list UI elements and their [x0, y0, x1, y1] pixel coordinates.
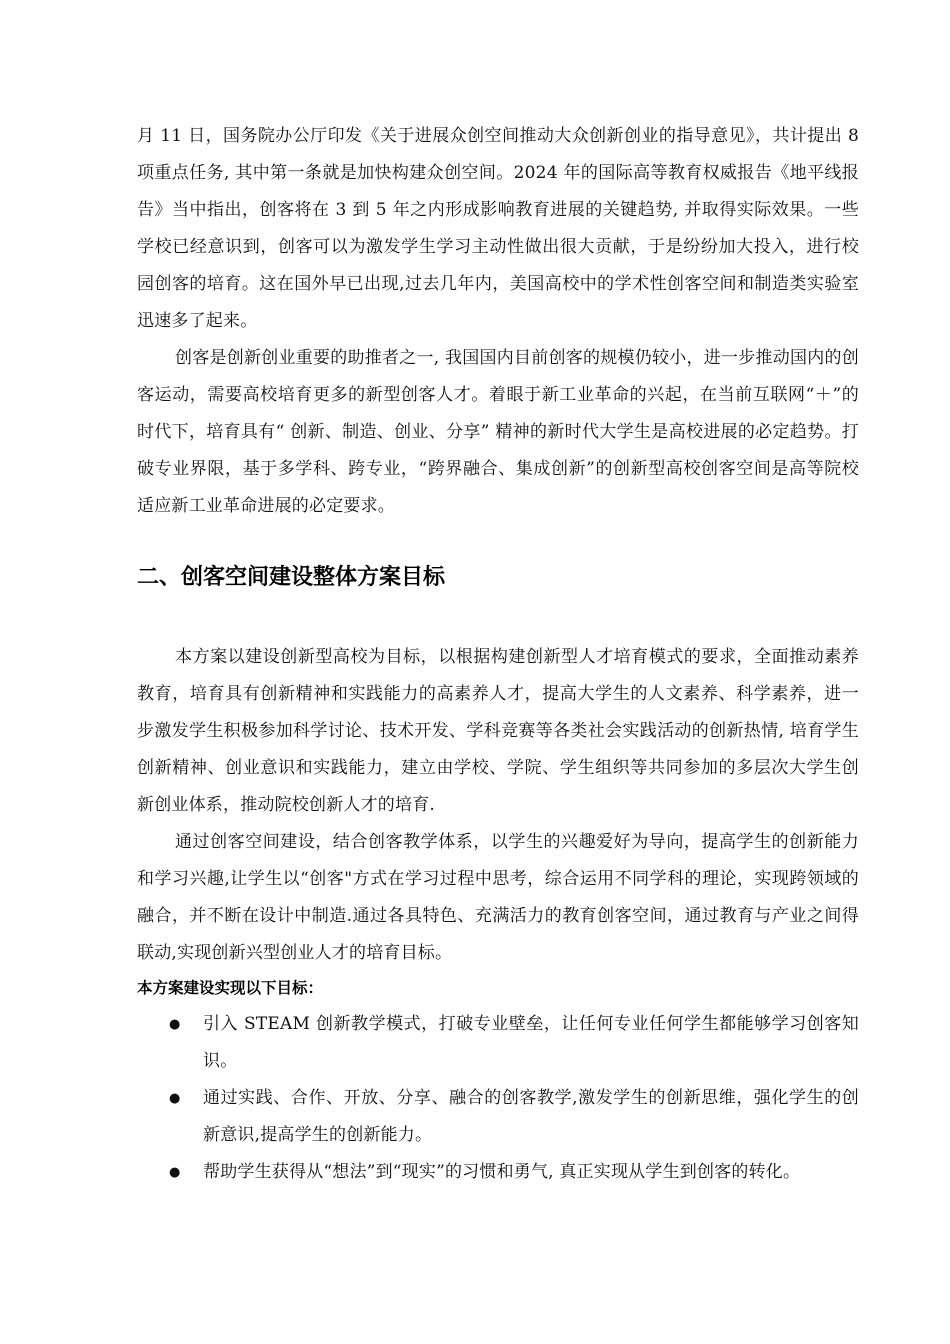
section-heading: 二、创客空间建设整体方案目标 [137, 565, 446, 590]
goals-list [137, 1006, 859, 1191]
bullet-icon: ● [169, 1165, 181, 1180]
bullet-icon: ● [169, 1091, 181, 1106]
section-paragraph-2: 通过创客空间建设，结合创客教学体系，以学生的兴趣爱好为导向，提高学生的创新能力和学习兴趣,让学生以“创客"方式在学习过程中思考，综合运用不同学科的理论，实现跨领域的融合，并不断在设计中制造.通过各具特色、充满活力的教育创客空间，通过教育与产业之间得联动,实现创新兴型创业人才的培育目标。 [137, 832, 859, 963]
document-page [137, 118, 859, 1191]
goal-item [137, 1006, 859, 1080]
goal-text: 帮助学生获得从“想法”到“现实”的习惯和勇气, 真正实现从学生到创客的转化。 [203, 1162, 801, 1182]
intro-paragraph-2: 创客是创新创业重要的助推者之一, 我国国内目前创客的规模仍较小，进一步推动国内的创客运动，需要高校培育更多的新型创客人才。着眼于新工业革命的兴起，在当前互联网“＋”的时代下，培育具有“ 创新、制造、创业、分享” 精神的新时代大学生是高校进展的必定趋势。打破专业界限，基于多学科、跨专业，“跨界融合、集成创新”的创新型高校创客空间是高等院校适应新工业革命进展的必定要求。 [137, 348, 859, 516]
goal-text: 通过实践、合作、开放、分享、融合的创客教学,激发学生的创新思维，强化学生的创新意识,提高学生的创新能力。 [203, 1088, 859, 1145]
goals-heading: 本方案建设实现以下目标： [137, 979, 324, 997]
goal-text: 引入 STEAM 创新教学模式，打破专业壁垒，让任何专业任何学生都能够学习创客知识。 [203, 1014, 859, 1071]
goal-item [137, 1154, 859, 1191]
bullet-icon: ● [169, 1017, 181, 1032]
section-paragraph-1: 本方案以建设创新型高校为目标，以根据构建创新型人才培育模式的要求，全面推动素养教育，培育具有创新精神和实践能力的高素养人才，提高大学生的人文素养、科学素养，进一步激发学生积极参加科学讨论、技术开发、学科竞赛等各类社会实践活动的创新热情, 培育学生创新精神、创业意识和实践能力，建立由学校、学院、学生组织等共同参加的多层次大学生创新创业体系，推动院校创新人才的培育. [137, 647, 859, 815]
intro-paragraph-1: 月 11 日，国务院办公厅印发《关于进展众创空间推动大众创新创业的指导意见》，共计提出 8 项重点任务, 其中第一条就是加快构建众创空间。2024 年的国际高等教育权威报告《地平线报告》当中指出，创客将在 3 到 5 年之内形成影响教育进展的关键趋势, 并取得实际效果。一些学校已经意识到，创客可以为激发学生学习主动性做出很大贡献，于是纷纷加大投入，进行校园创客的培育。这在国外早已出现,过去几年内，美国高校中的学术性创客空间和制造类实验室迅速多了起来。 [137, 126, 859, 331]
goal-item [137, 1080, 859, 1154]
